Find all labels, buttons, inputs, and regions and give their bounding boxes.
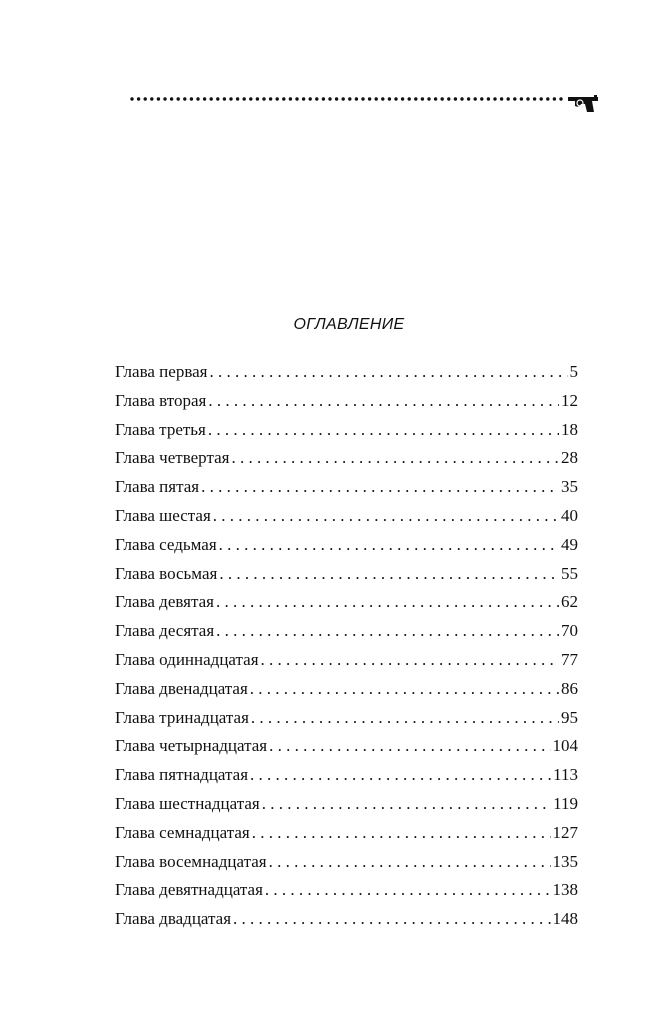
toc-entry: [115, 473, 578, 502]
pistol-icon: [568, 95, 598, 112]
toc-entry-page: 135: [552, 851, 578, 871]
toc-leader-dots: [252, 819, 551, 848]
toc-entry-page: 62: [561, 592, 578, 612]
toc-entry-page: 127: [552, 822, 578, 842]
toc-entry: [115, 416, 578, 445]
toc-leader-dots: [250, 761, 551, 790]
toc-leader-dots: [219, 560, 559, 589]
toc-entry-page: 5: [569, 362, 578, 381]
toc-entry-label: Глава вторая: [115, 390, 207, 410]
toc-leader-dots: [269, 848, 551, 877]
toc-entry-label: Глава третья: [115, 419, 206, 439]
toc-entry-label: Глава девятнадцатая: [115, 880, 263, 900]
toc-entry: [115, 531, 578, 560]
toc-leader-dots: [208, 416, 559, 445]
toc-entry-page: 70: [561, 621, 578, 641]
toc-entry: [115, 905, 578, 934]
toc-title: ОГЛАВЛЕНИЕ: [293, 316, 405, 333]
toc-entry: [115, 819, 578, 848]
toc-leader-dots: [216, 588, 559, 617]
toc-entry-label: Глава двадцатая: [115, 909, 232, 929]
toc-entry-page: 104: [552, 736, 578, 756]
toc-entry-label: Глава четырнадцатая: [115, 736, 268, 756]
header-ornament: [128, 88, 608, 114]
toc-entry-page: 86: [561, 678, 578, 698]
toc-entry-label: Глава восьмая: [115, 563, 218, 583]
toc-leader-dots: [265, 876, 551, 905]
toc-entry-label: Глава пятая: [115, 477, 200, 497]
toc-entry-label: Глава седьмая: [115, 534, 217, 554]
toc-entry-page: 119: [553, 793, 578, 813]
toc-entry-page: 148: [552, 909, 578, 929]
toc-entry-label: Глава пятнадцатая: [115, 765, 249, 785]
toc-entry-label: Глава восемнадцатая: [115, 851, 267, 871]
toc-entry-page: 95: [561, 707, 578, 727]
toc-leader-dots: [208, 387, 559, 416]
toc-entry-label: Глава шестая: [115, 505, 211, 525]
toc-entry-label: Глава семнадцатая: [115, 822, 250, 842]
toc-leader-dots: [201, 473, 559, 502]
toc-leader-dots: [262, 790, 551, 819]
toc-entry: [115, 502, 578, 531]
toc-leader-dots: [250, 675, 559, 704]
toc-entry-page: 12: [561, 390, 578, 410]
toc-leader-dots: [231, 444, 559, 473]
toc-entry-label: Глава двенадцатая: [115, 678, 248, 698]
toc-leader-dots: [213, 502, 559, 531]
toc-entry-page: 28: [561, 448, 578, 468]
toc-leader-dots: [233, 905, 550, 934]
toc-entry-page: 35: [561, 477, 578, 497]
toc-entry: [115, 387, 578, 416]
toc-entry: [115, 761, 578, 790]
toc-entry: [115, 646, 578, 675]
toc-entry: [115, 617, 578, 646]
toc-list: [115, 358, 578, 934]
toc-entry-page: 77: [561, 649, 578, 669]
toc-entry: [115, 790, 578, 819]
toc-entry-label: Глава одиннадцатая: [115, 649, 259, 669]
toc-entry-page: 113: [553, 765, 578, 785]
toc-entry: [115, 675, 578, 704]
toc-entry-label: Глава девятая: [115, 592, 214, 612]
toc-entry: [115, 588, 578, 617]
toc-leader-dots: [216, 617, 559, 646]
toc-entry-label: Глава десятая: [115, 621, 215, 641]
toc-leader-dots: [210, 358, 568, 387]
toc-entry: [115, 732, 578, 761]
toc-entry-label: Глава четвертая: [115, 448, 230, 468]
toc-leader-dots: [219, 531, 559, 560]
toc-entry: [115, 876, 578, 905]
toc-entry-page: 40: [561, 505, 578, 525]
toc-entry-label: Глава первая: [115, 362, 208, 381]
toc-entry: [115, 704, 578, 733]
toc-leader-dots: [269, 732, 550, 761]
toc-entry: [115, 444, 578, 473]
toc-entry-page: 18: [561, 419, 578, 439]
toc-entry: [115, 560, 578, 589]
toc-entry-page: 138: [552, 880, 578, 900]
toc-entry-label: Глава тринадцатая: [115, 707, 249, 727]
toc-entry-page: 55: [561, 563, 578, 583]
toc-entry-page: 49: [561, 534, 578, 554]
toc-entry: [115, 848, 578, 877]
toc-leader-dots: [251, 704, 559, 733]
toc-entry-label: Глава шестнадцатая: [115, 793, 260, 813]
toc-entry: [115, 358, 578, 387]
dotted-rule: [128, 88, 608, 114]
toc-leader-dots: [261, 646, 559, 675]
